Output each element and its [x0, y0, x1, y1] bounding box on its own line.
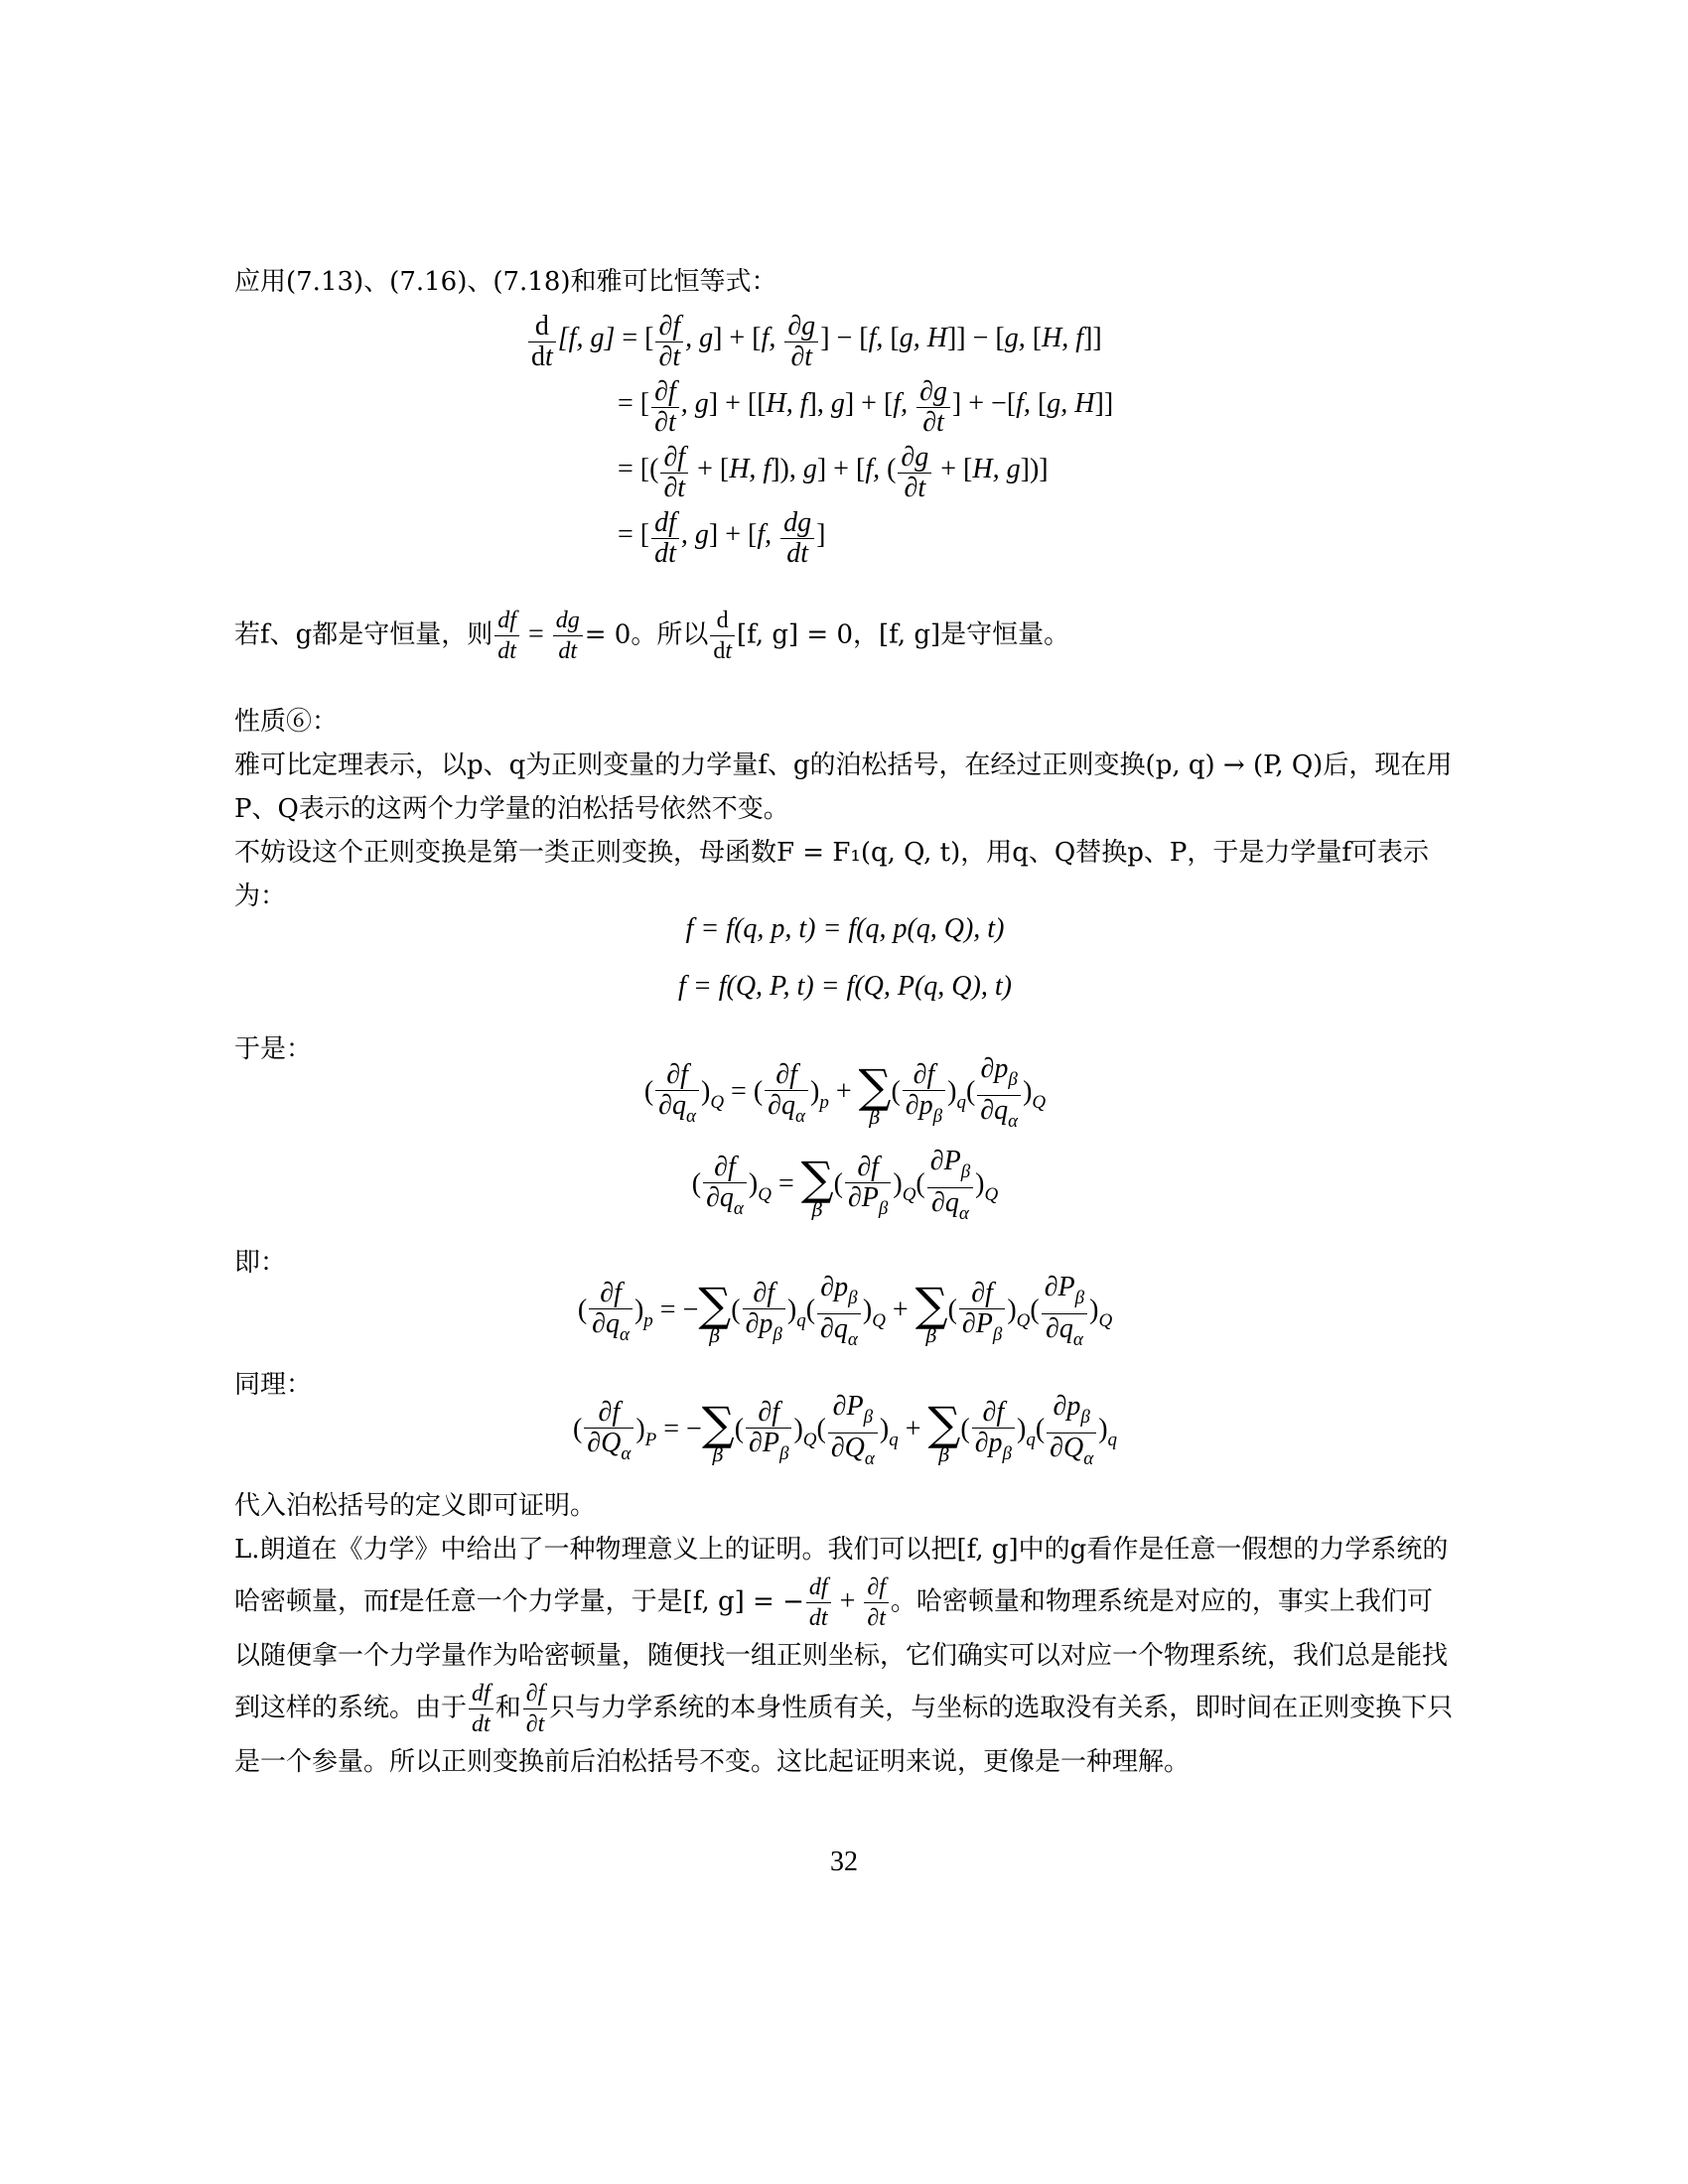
equation-f-QP: f = f(Q, P, t) = f(Q, P(q, Q), t)	[678, 971, 1012, 1002]
equation-partial-4: ( $\frac{\partial f}{\partial Q_\alpha}$ )P = − ∑ β ( $\frac{\partial f}{\partial P_\beta}$ )Q( $\frac{\partial P_\beta}{\partial Q_\alpha}$ )q + ∑ β ( $\frac{\partial f}{\partial p_\beta}$ )q( $\frac{\partial p_\beta}{\partial Q_\alpha}$ )q	[234, 1392, 1456, 1474]
conservation-text-c: [f, g] = 0，[f, g]是守恒量。	[737, 619, 1070, 650]
proof-hint-paragraph: 代入泊松括号的定义即可证明。	[234, 1491, 597, 1521]
landau-text-b: 。哈密顿量和物理系统是对应的，事实上我们可以随便拿一个力学量作为哈密顿量，随便找一组正则坐标，它们确实可以对应一个物理系统，我们总是能找到这样的系统。由于	[234, 1586, 1449, 1723]
equation-partial-2: ( $\frac{\partial f}{\partial q_\alpha}$ )Q = ∑ β ( $\frac{\partial f}{\partial P_\beta}$ )Q( $\frac{\partial P_\beta}{\partial q_\alpha}$ )Q	[234, 1147, 1456, 1229]
landau-paragraph: L.朗道在《力学》中给出了一种物理意义上的证明。我们可以把[f, g]中的g看作是任意一假想的力学系统的哈密顿量，而f是任意一个力学量，于是[f, g] = − $\frac{df}{dt}$ + $\frac{\partial f}{\partial t}$ 。哈密顿量和物理系统是对应的，事实上我们可以随便拿一个力学量作为哈密顿量，随便找一组正则坐标，它们确实可以对应一个物理系统，我们总是能找到这样的系统。由于 $\frac{df}{dt}$ 和 $\frac{\partial f}{\partial t}$ 只与力学系统的本身性质有关，与坐标的选取没有关系，即时间在正则变换下只是一个参量。所以正则变换前后泊松括号不变。这比起证明来说，更像是一种理解。	[234, 1535, 1454, 1777]
landau-text-a: L.朗道在《力学》中给出了一种物理意义上的证明。我们可以把[f, g]中的g看作是任意一假想的力学系统的哈密顿量，而f是任意一个力学量，于是[f, g] = −	[234, 1535, 1449, 1617]
landau-text-c: 和	[494, 1693, 521, 1723]
intro-paragraph: 应用(7.13)、(7.16)、(7.18)和雅可比恒等式：	[234, 267, 777, 297]
conservation-paragraph: 若f、g都是守恒量，则 $\frac{df}{dt}$ = $\frac{dg}{dt}$ = 0。所以 $\frac{d}{dt}$ [f, g] = 0，[f, g]是守恒量。	[234, 608, 1070, 664]
label-tongli: 同理：	[234, 1370, 313, 1400]
canonical-transform-paragraph: 不妨设这个正则变换是第一类正则变换，母函数F = F₁(q, Q, t)，用q、Q替换p、P，于是力学量f可表示为：	[234, 838, 1429, 911]
page-number: 32	[830, 1846, 858, 1877]
jacobi-theorem-paragraph: 雅可比定理表示，以p、q为正则变量的力学量f、g的泊松括号，在经过正则变换(p, q) → (P, Q)后，现在用P、Q表示的这两个力学量的泊松括号依然不变。	[234, 751, 1453, 824]
label-yushi: 于是：	[234, 1034, 313, 1064]
equation-partial-3: ( $\frac{\partial f}{\partial q_\alpha}$ )p = − ∑ β ( $\frac{\partial f}{\partial p_\beta}$ )q( $\frac{\partial p_\beta}{\partial q_\alpha}$ )Q + ∑ β ( $\frac{\partial f}{\partial P_\beta}$ )Q( $\frac{\partial P_\beta}{\partial q_\alpha}$ )Q	[234, 1273, 1456, 1355]
derivation-line-2: = [ $\frac{\partial f}{\partial t}$ , g] + [[H, f], g] + [f, $\frac{\partial g}{\partial t}$ ] + −[f, [g, H]]	[618, 376, 1114, 438]
equation-f-qp: f = f(q, p, t) = f(q, p(q, Q), t)	[685, 913, 1005, 944]
derivation-line-4: = [ $\frac{df}{dt}$ , g] + [f, $\frac{dg}{dt}$ ]	[618, 507, 826, 569]
equation-partial-1: ( $\frac{\partial f}{\partial q_\alpha}$ )Q = ( $\frac{\partial f}{\partial q_\alpha}$ )p + ∑ β ( $\frac{\partial f}{\partial p_\beta}$ )q( $\frac{\partial p_\beta}{\partial q_\alpha}$ )Q	[234, 1054, 1456, 1137]
landau-text-d: 只与力学系统的本身性质有关，与坐标的选取没有关系，即时间在正则变换下只是一个参量。所以正则变换前后泊松括号不变。这比起证明来说，更像是一种理解。	[234, 1693, 1454, 1777]
property-6-heading: 性质⑥：	[234, 707, 339, 737]
derivation-line-1: $\frac{d}{dt}$ [f, g] = [ $\frac{\partial f}{\partial t}$ , g] + [f, $\frac{\partial g}{\partial t}$ ] − [f, [g, H]] − [g, [H, f]]	[526, 312, 1102, 372]
conservation-text-a: 若f、g都是守恒量，则	[234, 619, 493, 650]
label-ji: 即：	[234, 1248, 287, 1278]
conservation-text-b: = 0。所以	[584, 619, 709, 650]
derivation-line-3: = [( $\frac{\partial f}{\partial t}$ + [H, f]), g] + [f, ( $\frac{\partial g}{\partial t}$ + [H, g])]	[618, 442, 1049, 503]
